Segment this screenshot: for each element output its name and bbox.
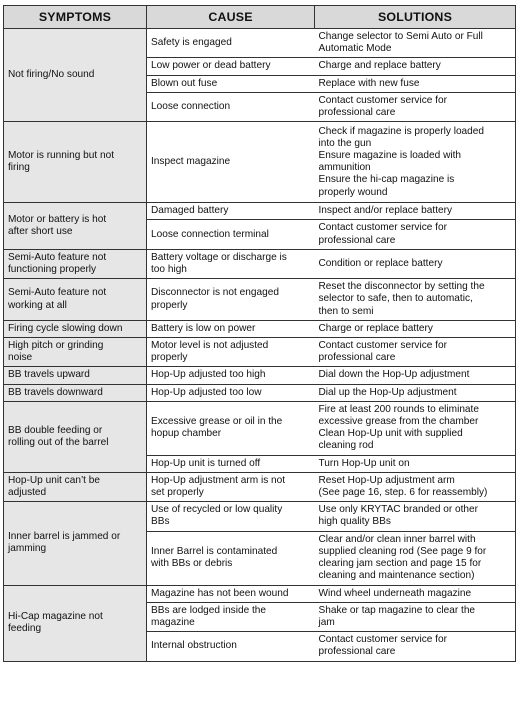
solution-cell: Charge or replace battery — [315, 320, 516, 337]
solution-cell: Wind wheel underneath magazine — [315, 585, 516, 602]
symptom-cell: Firing cycle slowing down — [4, 320, 147, 337]
cause-cell: Loose connection terminal — [147, 220, 315, 249]
table-row — [4, 122, 516, 203]
cause-cell: Low power or dead battery — [147, 58, 315, 75]
table-row — [4, 502, 516, 531]
table-row — [4, 279, 516, 321]
solution-cell: Turn Hop-Up unit on — [315, 455, 516, 472]
table-row — [4, 367, 516, 384]
troubleshooting-table — [3, 5, 516, 662]
solution-cell: Use only KRYTAC branded or other high quality BBs — [315, 502, 516, 531]
solution-cell: Reset Hop-Up adjustment arm (See page 16, step. 6 for reassembly) — [315, 472, 516, 501]
symptom-cell: Motor is running but not firing — [4, 122, 147, 203]
symptom-cell: BB travels downward — [4, 384, 147, 401]
table-row — [4, 585, 516, 602]
cause-header: CAUSE — [147, 6, 315, 29]
solution-cell: Dial down the Hop-Up adjustment — [315, 367, 516, 384]
cause-cell: Damaged battery — [147, 203, 315, 220]
cause-cell: Disconnector is not engaged properly — [147, 279, 315, 321]
symptom-cell: Hop-Up unit can’t be adjusted — [4, 472, 147, 501]
solution-cell: Clear and/or clean inner barrel with supplied cleaning rod (See page 9 for clearing jam section and page 15 for cleaning and maintenance section) — [315, 531, 516, 585]
symptom-cell: BB double feeding or rolling out of the barrel — [4, 401, 147, 472]
cause-cell: Motor level is not adjusted properly — [147, 338, 315, 367]
cause-cell: Battery voltage or discharge is too high — [147, 249, 315, 278]
solution-cell: Contact customer service for professional care — [315, 632, 516, 661]
solution-cell: Contact customer service for professional care — [315, 92, 516, 121]
solutions-header: SOLUTIONS — [315, 6, 516, 29]
table-body — [4, 29, 516, 662]
table-row — [4, 401, 516, 455]
symptom-cell: Motor or battery is hot after short use — [4, 203, 147, 250]
table-row — [4, 249, 516, 278]
symptom-cell: Inner barrel is jammed or jamming — [4, 502, 147, 585]
cause-cell: Excessive grease or oil in the hopup chamber — [147, 401, 315, 455]
table-row — [4, 203, 516, 220]
cause-cell: Magazine has not been wound — [147, 585, 315, 602]
solution-cell: Inspect and/or replace battery — [315, 203, 516, 220]
solution-cell: Change selector to Semi Auto or Full Automatic Mode — [315, 29, 516, 58]
symptom-cell: High pitch or grinding noise — [4, 338, 147, 367]
cause-cell: Hop-Up unit is turned off — [147, 455, 315, 472]
symptom-cell: Hi-Cap magazine not feeding — [4, 585, 147, 661]
cause-cell: Hop-Up adjusted too high — [147, 367, 315, 384]
troubleshooting-table-container — [3, 5, 515, 662]
symptom-cell: BB travels upward — [4, 367, 147, 384]
solution-cell: Shake or tap magazine to clear the jam — [315, 602, 516, 631]
table-row — [4, 472, 516, 501]
header-row — [4, 6, 516, 29]
cause-cell: Blown out fuse — [147, 75, 315, 92]
solution-cell: Replace with new fuse — [315, 75, 516, 92]
cause-cell: Battery is low on power — [147, 320, 315, 337]
solution-cell: Dial up the Hop-Up adjustment — [315, 384, 516, 401]
cause-cell: Loose connection — [147, 92, 315, 121]
cause-cell: Safety is engaged — [147, 29, 315, 58]
symptom-cell: Semi-Auto feature not working at all — [4, 279, 147, 321]
table-row — [4, 338, 516, 367]
solution-cell: Condition or replace battery — [315, 249, 516, 278]
symptoms-header: SYMPTOMS — [4, 6, 147, 29]
symptom-cell: Not firing/No sound — [4, 29, 147, 122]
symptom-cell: Semi-Auto feature not functioning properly — [4, 249, 147, 278]
cause-cell: Use of recycled or low quality BBs — [147, 502, 315, 531]
solution-cell: Contact customer service for professional care — [315, 220, 516, 249]
cause-cell: Inner Barrel is contaminated with BBs or debris — [147, 531, 315, 585]
cause-cell: BBs are lodged inside the magazine — [147, 602, 315, 631]
table-row — [4, 384, 516, 401]
table-row — [4, 320, 516, 337]
solution-cell: Contact customer service for professional care — [315, 338, 516, 367]
table-row — [4, 29, 516, 58]
cause-cell: Internal obstruction — [147, 632, 315, 661]
solution-cell: Charge and replace battery — [315, 58, 516, 75]
cause-cell: Hop-Up adjusted too low — [147, 384, 315, 401]
solution-cell: Fire at least 200 rounds to eliminate excessive grease from the chamber Clean Hop-Up unit with supplied cleaning rod — [315, 401, 516, 455]
solution-cell: Check if magazine is properly loaded into the gun Ensure magazine is loaded with ammunition Ensure the hi-cap magazine is properly wound — [315, 122, 516, 203]
cause-cell: Hop-Up adjustment arm is not set properly — [147, 472, 315, 501]
cause-cell: Inspect magazine — [147, 122, 315, 203]
solution-cell: Reset the disconnector by setting the selector to safe, then to automatic, then to semi — [315, 279, 516, 321]
